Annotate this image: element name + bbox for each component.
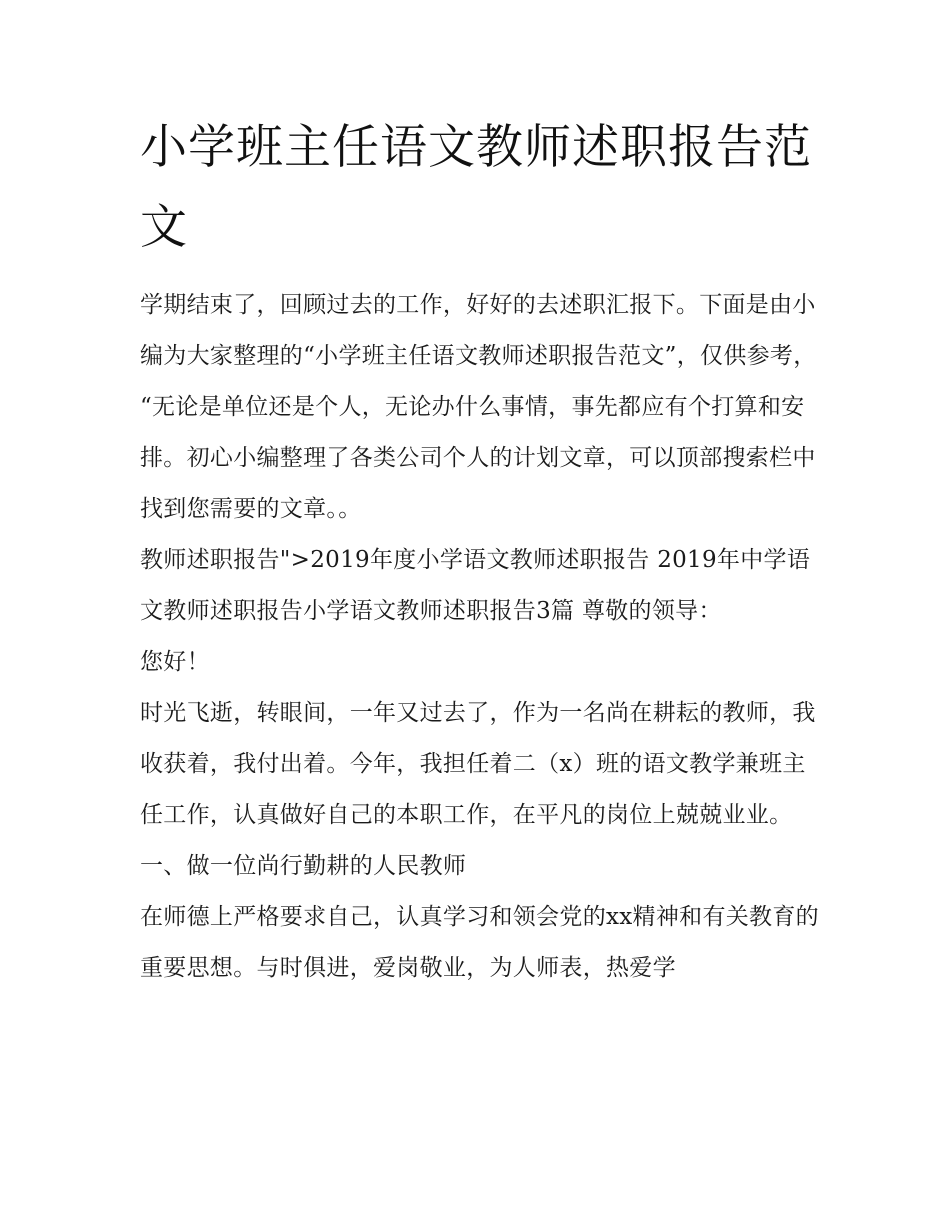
section-heading-1: 一、做一位尚行勤耕的人民教师 <box>140 853 467 879</box>
paragraph-greeting: 您好！ <box>140 649 210 675</box>
paragraph-intro: 学期结束了，回顾过去的工作，好好的去述职汇报下。下面是由小编为大家整理的“小学班主任语文教师述职报告范文”，仅供参考， <box>140 292 817 369</box>
paragraph-related-links: 教师述职报告">2019年度小学语文教师述职报告 2019年中学语文教师述职报告小学语文教师述职报告3篇 尊敬的领导： <box>140 547 811 624</box>
document-page <box>140 108 820 994</box>
paragraph-opening: 时光飞逝，转眼间，一年又过去了，作为一名尚在耕耘的教师，我收获着，我付出着。今年，我担任着二（x）班的语文教学兼班主任工作，认真做好自己的本职工作，在平凡的岗位上兢兢业业。 <box>140 700 816 828</box>
document-title: 小学班主任语文教师述职报告范文 <box>140 120 812 255</box>
paragraph-section-1: 在师德上严格要求自己，认真学习和领会党的xx精神和有关教育的重要思想。与时俱进，爱岗敬业，为人师表，热爱学 <box>140 904 819 981</box>
paragraph-quote: “无论是单位还是个人，无论办什么事情，事先都应有个打算和安排。初心小编整理了各类公司个人的计划文章，可以顶部搜索栏中找到您需要的文章。。 <box>140 394 816 522</box>
title-block <box>140 108 820 268</box>
